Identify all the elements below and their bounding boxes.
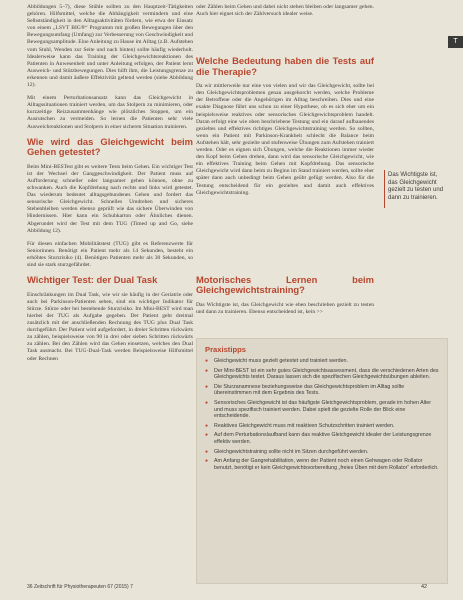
paragraph: oder Zählen beim Gehen und dabei nicht stehen bleiben oder langsamer gehen. Auch hier eignet sich der Zählversuch idealer weise.: [196, 4, 374, 18]
sidebar-rule: [384, 170, 385, 208]
paragraph: Das Wichtigste ist, das Gleichgewicht wie eben beschrieben gezielt zu testen und dann zu trainieren. Ebenso entscheidend ist, kein >>: [196, 301, 374, 315]
section-tab: T: [448, 36, 463, 48]
sidebar-pull-quote: Das Wichtigste ist, das Gleichgewicht gezielt zu testen und dann zu trainieren.: [388, 172, 444, 201]
list-item: ● Am Anfang der Gangrehabilitation, wenn der Patient noch einen Gehwagen oder Rollator benutzt, benötigt er kein Gleichgewichtsvorbereitung „freies Üben mit dem Rollator“ erforderlich.: [205, 458, 441, 471]
paragraph: Einschränkungen im Dual Task, wie wir sie häufig in der Geriatrie oder auch bei Parkinson-Patienten sehen, sind ein wichtiger Indikator für Stürze. Stürze oder bei bestehende Sturzrisiko. Im Mini-BEST wird man hierbei der TUG als Aufgabe gegeben. Der Patient geht dreimal zusätzlich mit der anschließenden Rechnung des TUG plus Dual Task durchgeführt. Der Patient wird aufgefordert, in dreier Schritten rückwärts zu zählen, beispielsweise von 90 in drei oder sieben Schritten rückwärts zu zählen. Bei den Zählen wird das Gehen einsetzen, welches den Dual Task ausmacht. Bei TUG-Dual-Task werden Beispielsweise Hilfsmittel oder Rechnen: [27, 291, 193, 362]
section-heading: Motorisches Lernen beim Gleichgewichtstraining?: [196, 273, 374, 296]
section-heading: Wichtiger Test: der Dual Task: [27, 274, 158, 286]
left-column: [27, 4, 193, 369]
section-heading: Wie wird das Gleichgewicht beim Gehen getestet?: [27, 135, 193, 158]
list-item: ● Auf dem Perturbationslaufband kann das reaktive Gleichgewicht idealer der Leistungsgrenze effektiv werden.: [205, 432, 441, 445]
footer-journal-line: 36 Zeitschrift für Physiotherapeuten 67 (2015) 7: [27, 584, 133, 590]
page-number: 42: [421, 584, 428, 590]
list-item: ● Die Sturzanamnese beziehungsweise das Gleichgewichtsproblem im Alltag sollte übereinstimmen mit dem Ergebnis des Tests.: [205, 384, 441, 397]
list-item: ● Gleichgewicht muss gezielt getestet und trainiert werden.: [205, 358, 441, 365]
paragraph: Für diesen einfachen Mobilitätstest (TUG) gibt es Referenzwerte für Seniorinnen. Benötigt ein Patient mehr als 14 Sekunden, besteht ein erhöhtes Sturzrisiko (4). Benötigen Patienten mehr als 30 Sekunden, so sind sie stark sturzgefährdet.: [27, 240, 193, 268]
paragraph: Da wir mittlerweile nur eine von vielen und wir das Gleichgewicht, sollte bei den Gleichgewichtsproblemen genau ausgehorcht werden, welche Probleme der Betroffene oder die Angehörigen im Alltag beschreiben. Dies und eine exakte Diagnose führt uns schon zu einer Hypothese, ob es sich eher um ein beispielsweise reaktives oder sensorisches Gleichgewichtsproblem handelt. Daran erfolgt eine wie oben beschriebene Testung und ein darauf aufbauendes gezieltes und effektives richtiges Gleichgewichtstraining werden. So sollten, wenn ein Patient mit Parkinson-Krankheit schlecht die Balance beim Aufstehen hält, sehr gezielte und stufenweise Übungen zum Aufstehen trainiert werden. Oder es eignen sich Übungen, welche die Reaktionen immer wieder den Kopf beim Gehen drehen, dann wird das sensorische Gleichgewicht, wie ein effektives Training beim Gehen mit Kopfdrehung. Das sensorische Gleichgewicht wird dann beim zu Beginn im Stand trainiert werden, sollte eher später dann auch unbedingt beim Gehen geübt gefügt werden. Also für die Testung entscheidend für ein gezieltes und damit auch effektives Gleichgewichtstraining.: [196, 83, 374, 196]
middle-column: [196, 4, 374, 322]
praxistipps-box: [196, 338, 448, 584]
paragraph: Abbildungen 5–7), diese Stühle sollten zu den Hauptzeit-Tätigkeiten gehören. Hilfsmittel, welche die Abhängigkeit vermindern und eine Selbstständigkeit in den Alltagsaktivitäten fördern, wie etwa der Einsatz von einem „LSVT BIG®“ Programm mit großen Bewegungen über den Bewegungsumfang (Umfang) zur Verbesserung von Geschwindigkeit und Bewegungsamplitude. Eine Anleitung zu Hause im Alltag (z.B. Aufstehen vom Stuhl, Wenden zur Seite und nach hinten) sollte häufig wiederholt. Idealerweise kann das Training der Gleichgewichtsreaktionen des Patienten in Anwesenheit und unter Anleitung erfolgen, der Patient lernt Ausweich- und Stützbewegungen. Dies hilft ihm, die Leistungsgrenze zu erkennen und damit äußere Effektivität geltend werden (siehe Abbildung 12).: [27, 4, 193, 89]
praxistipps-list: [205, 358, 441, 474]
list-item: ● Reaktives Gleichgewicht muss mit reaktiven Schutzschritten trainiert werden.: [205, 423, 441, 430]
praxistipps-title: Praxistipps: [205, 345, 246, 354]
paragraph: Beim Mini-BESTest gibt es weitere Tests beim Gehen. Ein wichtiger Test ist der Wechsel der Ganggeschwindigkeit. Der Patient muss auf Aufforderung schneller oder langsamer gehen können, ohne zu schwanken. Auch die Kopfdrehung nach rechts und links wird getestet. Das wiederum bedeutet alltagsgebundenes Gehen und fordert das sensorische Gleichgewicht. Schnelles Umdrehen und sicheres Stehenbleiben werden ebenso geprüft wie das sichere Überwinden von Hindernissen. Hier kann ein Schuhkarton oder Ähnliches dienen. Abgerundet wird der Test mit dem TUG (Timed up and Go, siehe Abbildung 12).: [27, 163, 193, 234]
list-item: ● Gleichgewichtstraining sollte nicht im Sitzen durchgeführt werden.: [205, 449, 441, 456]
paragraph: Mit einem Perturbationsansatz kann das Gleichgewicht in Alltagssituationen trainiert werden, um das Stolpern zu minimieren, oder kurzzeitige Reizzusammenhänge wie plötzliches Stoppen, um ein Ausrutschen zu vermeiden. So lernen die Patienten sehr viele Ausweichreaktionen und Stolpern in einer sicheren Situation trainieren.: [27, 95, 193, 130]
section-heading: Welche Bedeutung haben die Tests auf die Therapie?: [196, 55, 374, 77]
list-item: ● Der Mini-BEST ist ein sehr gutes Gleichgewichtsassessment, dass die verschiedenen Arten des Gleichgewichts testet. Daraus lassen sich die spezifischen Gleichgewichtsübungen ableiten.: [205, 368, 441, 381]
list-item: ● Sensorisches Gleichgewicht ist das häufigste Gleichgewichtsproblem, gerade im hohen Alter und muss spezifisch trainiert werden. Dabei spielt die gezielte Rolle der Blick eine entscheidende.: [205, 400, 441, 420]
